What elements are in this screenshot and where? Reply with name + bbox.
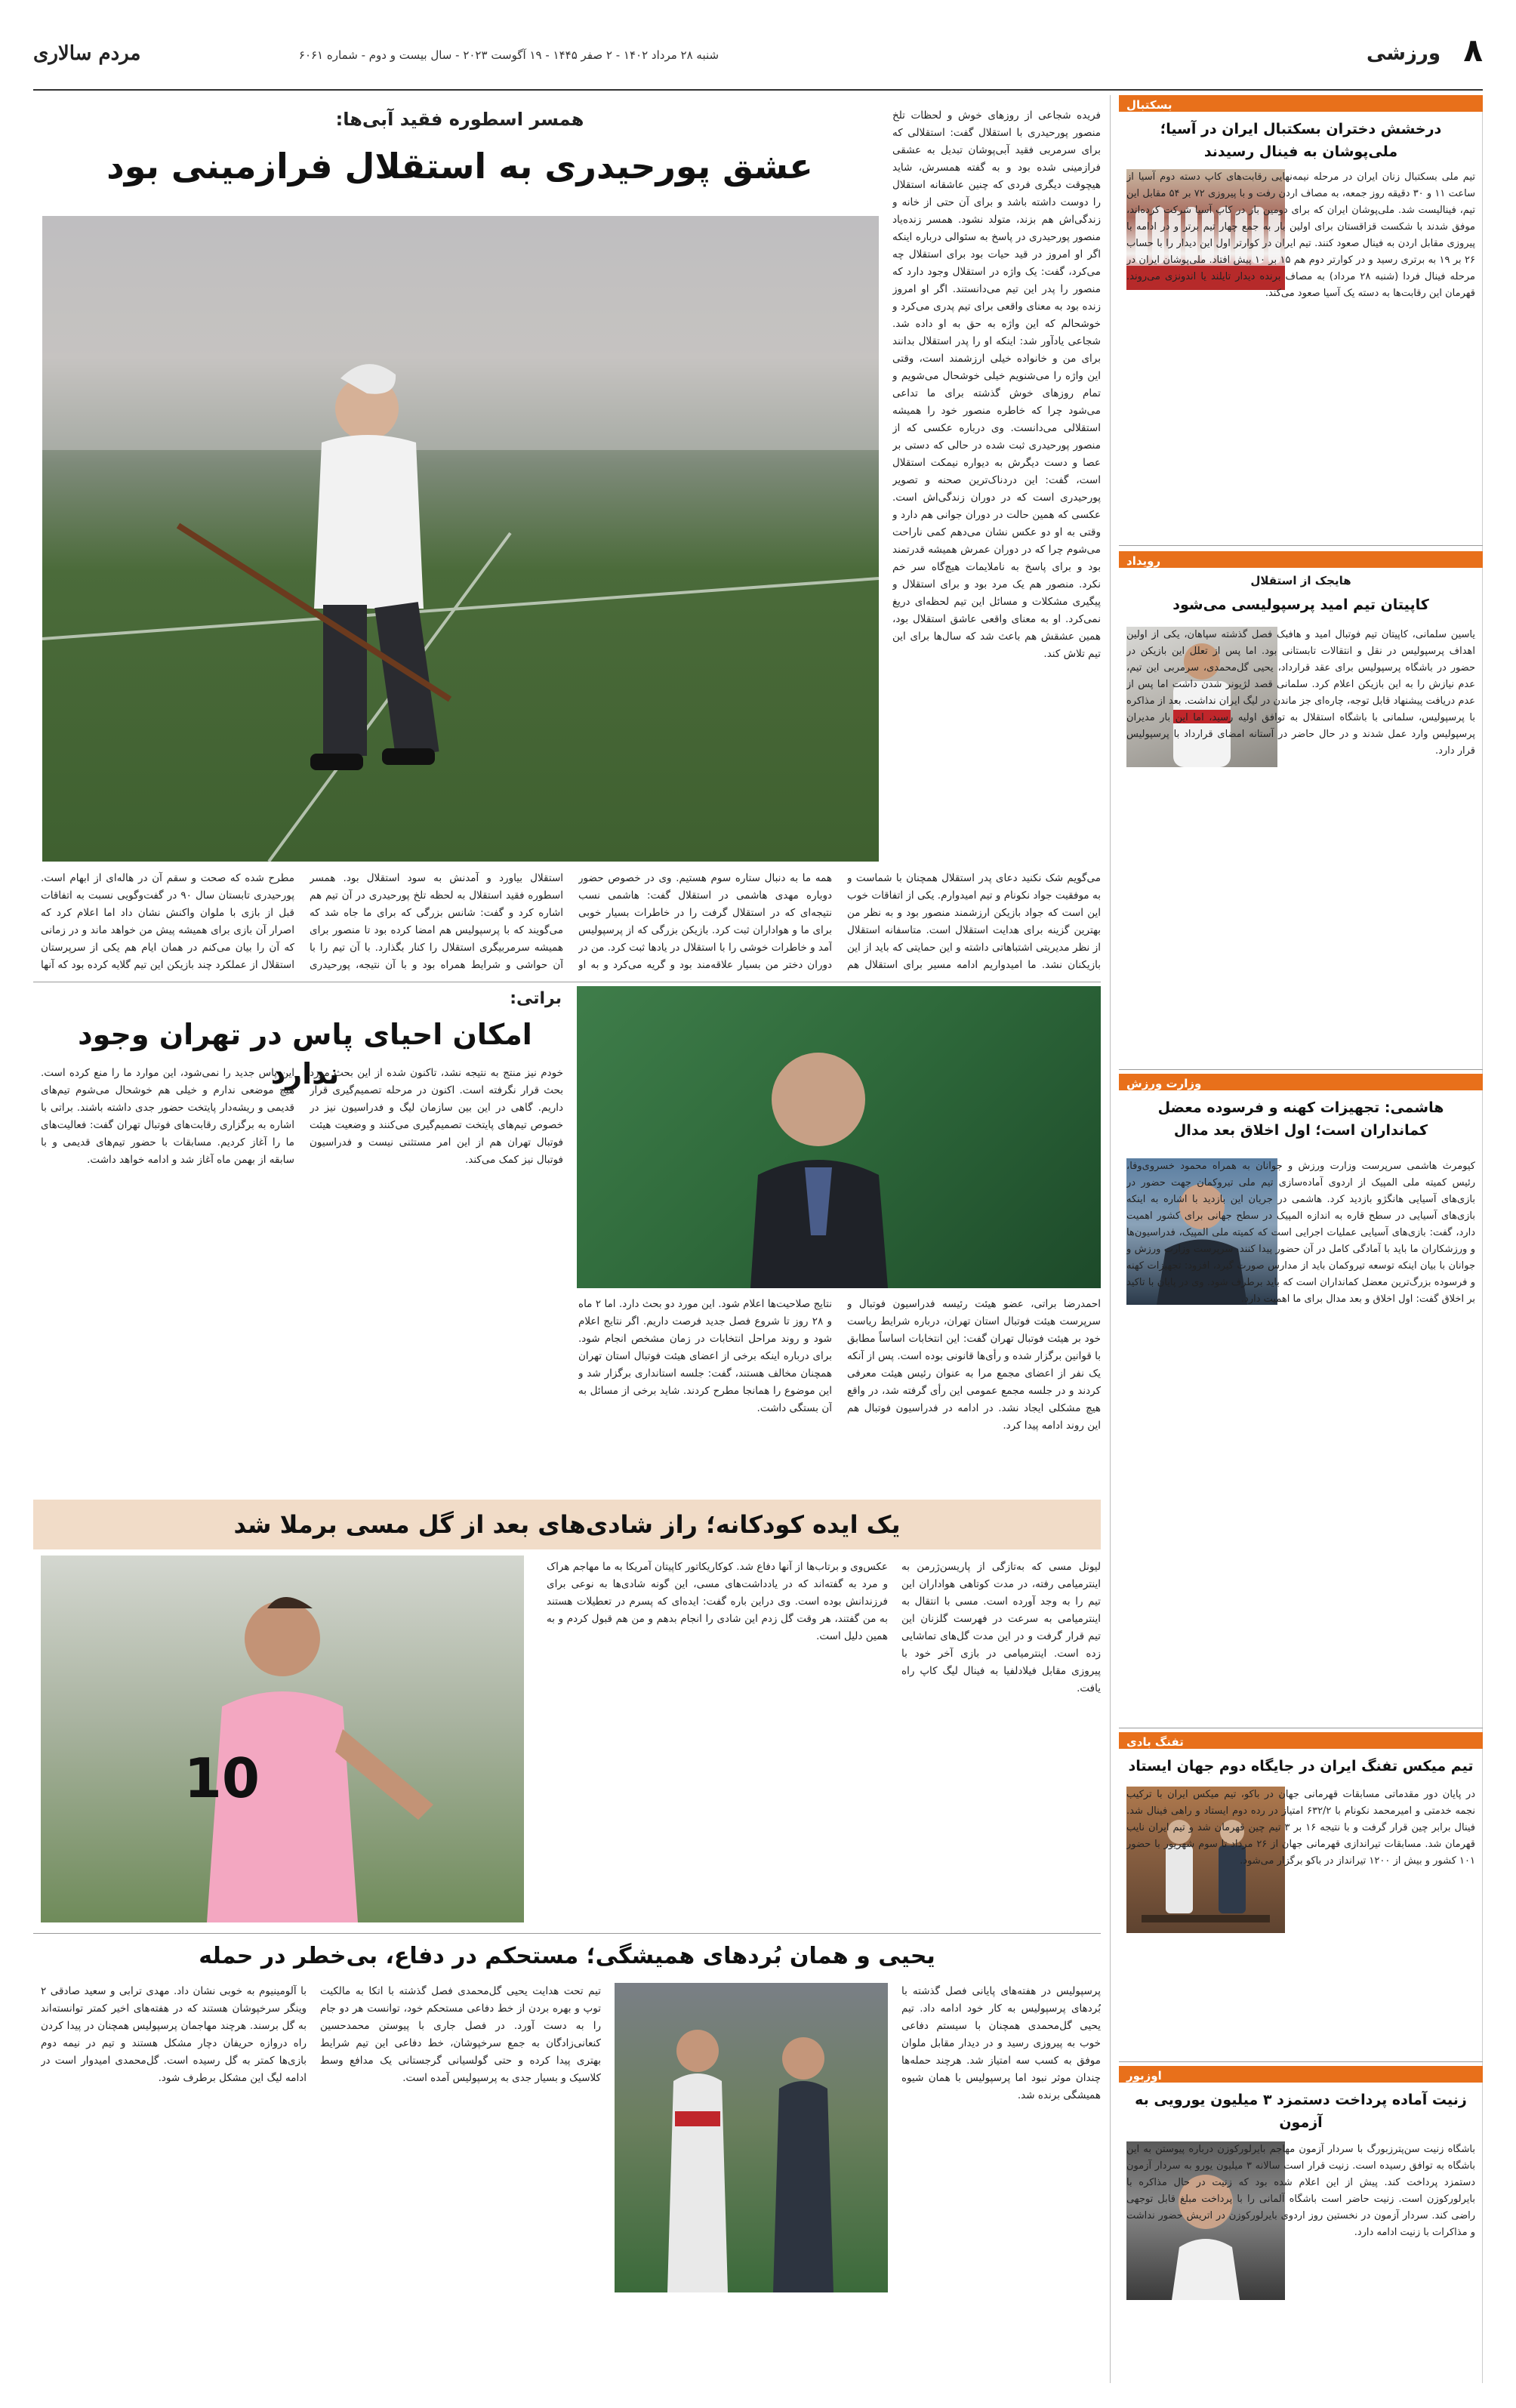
pass-col-b: نتایج صلاحیت‌ها اعلام شود. این مورد دو بحث دارد. اما ۲ ماه و ۲۸ روز تا شروع فصل جدید فرصت داریم. اگر نتایج اعلام شود و روند مراحل انتخابات در زمان مشخص انجام شود. برای درباره اینکه برخی از اعضای هیئت فوتبال استان تهران همچنان مخالف هستند، گفت: جلسه استانداری برگزار شد و این موضوع را همانجا مطرح کردند. شاید برخی از مسائل به آن بستگی داشت. xyxy=(578,1298,832,1414)
sidebar-shooting xyxy=(1119,1732,1483,2057)
section-tag: رویداد xyxy=(1119,551,1483,568)
pass-title: امکان احیای پاس در تهران وجود ندارد xyxy=(78,1018,532,1090)
pass-col-d: این پاس جدید را نمی‌شود، این موارد ما را منع کرده است. هیچ موضعی ندارم و خیلی هم خوشحال می‌شوم تیم‌های قدیمی و ریشه‌دار پایتخت حضور جدی داشته باشند. براتی با اشاره به برگزاری رقابت‌های فوتبال تهران گفت: فعالیت‌های ما را آغاز کردیم. مسابقات با حضور تیم‌های قدیمی و با سابقه از بهمن ماه آغاز شد و ادامه خواهد داشت. xyxy=(41,1067,294,1166)
section-tag: وزارت ورزش xyxy=(1119,1074,1483,1090)
masthead-section: ورزشی xyxy=(1367,42,1441,65)
messi-photo xyxy=(41,1555,524,1922)
article-body: تیم ملی بسکتبال زنان ایران در مرحله نیمه‌نهایی رقابت‌های کاپ دسته دوم آسیا از ساعت ۱۱ و ۳۰ دقیقه روز جمعه، به مصاف اردن رفت و با پیروزی ۷۲ بر ۵۴ مقابل این تیم، فینالیست شد. ملی‌پوشان ایران که برای دومین بار در کاپ آسیا شرکت کرده‌اند، موفق شدند با شکست قزاقستان برای اولین بار به جمع چهار تیم برتر و در ادامه با پیروزی مقابل اردن به فینال صعود کنند. تیم ایران در کوارتر اول این دیدار را با حساب ۲۶ بر ۱۹ به برتری رسید و در کوارتر دوم هم ۱۵ بر ۱۰ پیش افتاد. ملی‌پوشان ایران در مرحله فینال فردا (شنبه ۲۸ مرداد) به مصاف برنده دیدار تایلند یا اندونزی می‌روند. قهرمان این رقابت‌ها به دسته یک آسیا صعود می‌کند. xyxy=(1126,171,1475,299)
messi-figure xyxy=(41,1555,524,1922)
article-title: کاپیتان تیم امید پرسپولیسی می‌شود xyxy=(1172,597,1429,613)
yahya-story xyxy=(33,1938,1101,2383)
svg-text:10: 10 xyxy=(183,1747,260,1810)
masthead-date: شنبه ۲۸ مرداد ۱۴۰۲ - ۲ صفر ۱۴۴۵ - ۱۹ آگوست ۲۰۲۳ - سال بیست و دوم - شماره ۶۰۶۱ xyxy=(298,48,719,62)
masthead-rule xyxy=(33,89,1483,91)
article-body: یاسین سلمانی، کاپیتان تیم فوتبال امید و هافبک فصل گذشته سپاهان، یکی از اولین اهداف پرسپولیس در نقل و انتقالات تابستانی بود. اما پس از تعلل این بازیکن در حضور در باشگاه پرسپولیس برای عقد قرارداد، یحیی گل‌محمدی، سرمربی این تیم، عدم نیازش را به این بازیکن اعلام کرد. سلمانی قصد لژیونر شدن داشت اما پس از عدم دریافت پیشنهاد قابل توجه، چاره‌ای جز ماندن در لیگ ایران نداشت. بعد از مذاکره با پرسپولیس، سلمانی با باشگاه استقلال به توافق اولیه رسید، اما این بار مدیران پرسپولیس وارد عمل شدند و در حال حاضر در آستانه امضای قرارداد با پرسپولیس قرار دارد. xyxy=(1126,629,1475,757)
article-title: تیم میکس تفنگ ایران در جایگاه دوم جهان ایستاد xyxy=(1128,1758,1474,1774)
sidebar xyxy=(1119,95,1483,2383)
section-tag: تفنگ بادی xyxy=(1119,1732,1483,1749)
pourheydari-photo xyxy=(42,216,879,862)
page-number: ۸ xyxy=(1463,32,1483,69)
article-kicker: هایجک از استقلال xyxy=(1250,574,1351,587)
messi-col-a: لیونل مسی که به‌تازگی از پاریسن‌ژرمن به اینترمیامی رفته، در مدت کوتاهی هواداران این تیم را به وجد آورده است. مسی با انتقال به اینترمیامی به سرعت در فهرست گلزنان این تیم قرار گرفت و در این مدت گل‌های تماشایی زده است. اینترمیامی در بازی آخر خود با پیروزی مقابل فیلادلفیا به فینال لیگ کاپ راه یافت. xyxy=(901,1561,1101,1694)
lead-kicker: همسر اسطوره فقید آبی‌ها: xyxy=(335,109,584,130)
sidebar-divider xyxy=(1119,545,1483,546)
lead-col-b: همه ما به دنبال ستاره سوم هستیم. وی در خصوص حضور دوباره مهدی هاشمی در استقلال گفت: هاشمی نسب نتیجه‌ای که در استقلال گرفت را در خاطرات بسیار خوبی برای ما و هواداران ثبت کرد. بازیکن بزرگی که از پرسپولیس آمد و خاطرات خوشی را با استقلال در یادها ثبت کرد. من در دوران دختر من بسیار علاقه‌مند بود و گریه می‌کرد و به او xyxy=(578,872,832,971)
yahya-photo xyxy=(615,1983,888,2292)
sidebar-azmoun xyxy=(1119,2066,1483,2383)
pass-col-a: احمدرضا براتی، عضو هیئت رئیسه فدراسیون فوتبال و سرپرست هیئت فوتبال استان تهران، درباره شرایط ریاست خود بر هیئت فوتبال تهران گفت: این انتخابات اساساً مطابق با قوانین برگزار شده و رأی‌ها قانونی بوده است. پس از آنکه یک نفر از اعضای مجمع مرا به عنوان رئیس هیئت معرفی کردند و در جلسه مجمع عمومی این رأی گرفته شد، در واقع هیچ مشکلی ایجاد نشد. در ادامه در فدراسیون فوتبال هم این روند ادامه پیدا کرد. xyxy=(847,1298,1101,1432)
article-body: باشگاه زنیت سن‌پترزبورگ با سردار آزمون مهاجم بایرلورکوزن درباره پیوستن به این باشگاه به توافق رسیده است. زنیت قرار است سالانه ۳ میلیون یورو به سردار آزمون دستمزد پرداخت کند. پیش از این اعلام شده بود که زنیت در حال مذاکره با بایرلورکوزن است. زنیت حاضر است باشگاه آلمانی را با پرداخت مبلغ قابل توجهی راضی کند. سردار آزمون در نخستین روز اردوی بایرلورکوزن در اتریش حضور نداشت و مذاکرات با زنیت ادامه دارد. xyxy=(1126,2144,1475,2238)
article-body: در پایان دور مقدماتی مسابقات قهرمانی جهان در باکو، تیم میکس ایران با ترکیب نجمه خدمتی و امیرمحمد نکونام با ۶۳۲/۲ امتیاز در رده دوم ایستاد و راهی فینال شد. فینال برابر چین قرار گرفت و با نتیجه ۱۶ بر ۳ تیم چین قهرمان شد و تیم ایران نایب قهرمان شد. مسابقات تیراندازی قهرمانی جهان از ۲۶ مرداد تا سوم شهریور با حضور ۱۰۱ کشور و بیش از ۱۲۰۰ تیرانداز در باکو برگزار می‌شود. xyxy=(1126,1789,1475,1867)
column-divider xyxy=(1110,95,1111,2383)
sidebar-divider xyxy=(1119,1069,1483,1070)
sidebar-basketball xyxy=(1119,95,1483,541)
lead-col-c: استقلال بیاورد و آمدنش به سود استقلال بود. همسر اسطوره فقید استقلال به لحظه تلخ پورحیدری در آن تیم هم اشاره کرد و گفت: شانس بزرگی که برای ما جاه شد که می‌گویند که با پرسپولیس هم امضا کرده بود تا منصور برای همیشه سرمربیگری استقلال را کنار بگذارد. با آن تیم را با آن حواشی و شرایط همراه بود و با آن نتیجه، پورحیدری xyxy=(310,872,563,971)
article-title: زنیت آماده پرداخت دستمزد ۳ میلیون یورویی به آزمون xyxy=(1135,2092,1467,2131)
yahya-title: یحیی و همان بُردهای همیشگی؛ مستحکم در دفاع، بی‌خطر در حمله xyxy=(199,1943,935,1969)
sidebar-divider xyxy=(1119,2061,1483,2062)
lead-body-right: فریده شجاعی از روزهای خوش و لحظات تلخ منصور پورحیدری با استقلال گفت: استقلالی که برای سرمربی فقید آبی‌پوشان تبدیل به عشقی فرازمینی شده بود و به گفته همسرش، شاید هیچوقت دیگری فردی که چنین عاشقانه استقلال را دوست داشته باشد و برای آن حتی از خانه و زندگی‌اش هم بزند، متولد نشود. همسر زنده‌یاد منصور پورحیدری در پاسخ به سئوالی درباره اینکه اگر او امروز در قید حیات بود برای استقلال چه می‌کرد، گفت: یک واژه در استقلال وجود دارد که منصور را پدر این تیم می‌دانستند. اگر او امروز زنده بود به معنای واقعی برای تیم پدری می‌کرد و خوشحالم که این واژه به حق به او داده شد. شجاعی یادآور شد: اینکه او را پدر استقلال بدانند برای من و خانواده خیلی ارزشمند است، وقتی این واژه را می‌شنویم خیلی خوشحال می‌شویم و تمام روزهای خوش گذشته برای ما تداعی می‌شود چرا که خاطره منصور خود را همیشه استقلالی می‌دانست. وی درباره عکسی که از منصور پورحیدری ثبت شده در حالی که دستی بر عصا و دست دیگرش به دیواره نیمکت استقلال است، گفت: این دردناک‌ترین صحنه و تصویر پورحیدری است که در دوران زندگی‌اش است. عکسی که همین حالت در دوران جوانی هم دارد و وقتی به او دو عکس نشان می‌دهم کمی ناراحت می‌شوم چرا که در دوران عمرش همیشه قدرتمند بود و برای پاسخ به ناملایمات هیچ‌گاه سر خم نکرد. منصور هم یک مرد بود و برای استقلال و پیگیری مشکلات و مسائل این تیم لحظه‌ای دریغ نمی‌کرد. او به معنای واقعی عاشق استقلال بود، همین عشقش هم باعث شد که سال‌ها برای این تیم تلاش کند. xyxy=(892,109,1101,660)
sidebar-transfer xyxy=(1119,551,1483,1065)
lead-col-d: مطرح شده که صحت و سقم آن در هاله‌ای از ابهام است. پورحیدری تابستان سال ۹۰ در گفت‌وگویی نسبت به اتفاقات قبل از بازی با ملوان واکنش نشان داد اما اعلام کرد که اصرار آن بازی برای همیشه پیش من خواهد ماند و در زمانی که آن را بیان می‌کنم در همان ایام هم یکی از سرپرستان استقلال از عملکرد چند بازیکن این تیم گلایه کرده بود که آنها xyxy=(41,872,294,971)
article-body: کیومرث هاشمی سرپرست وزارت ورزش و جوانان به همراه محمود خسروی‌وفا، رئیس کمیته ملی المپیک از اردوی آماده‌سازی تیم ملی تیروکمان جهت حضور در بازی‌های آسیایی هانگژو بازدید کرد. هاشمی در جریان این بازدید با اشاره به اینکه بازی‌های آسیایی در سطح قاره به اندازه المپیک در سطح جهانی برای کشور اهمیت دارد، گفت: بازی‌های آسیایی عملیات اجرایی است که کمیته ملی المپیک، فدراسیون‌ها و ورزشکاران ما باید با آمادگی کامل در آن حضور پیدا کنند. سرپرست وزارت ورزش و جوانان با بیان اینکه توسعه تیروکمان باید از مدارس صورت گیرد، افزود: تجهیزات کهنه و فرسوده بزرگ‌ترین معضل کمانداران است که باید برطرف شود. وی در پایان با تاکید بر اخلاق گفت: اول اخلاق و بعد مدال برای ما اهمیت دارد. xyxy=(1126,1161,1475,1305)
masthead-logo: مردم سالاری xyxy=(33,42,141,65)
pourheydari-scene xyxy=(42,216,879,862)
yahya-figures xyxy=(615,1983,888,2292)
article-title: هاشمی: تجهیزات کهنه و فرسوده معضل کمانداران است؛ اول اخلاق بعد مدال xyxy=(1157,1099,1444,1139)
section-divider xyxy=(33,1933,1101,1934)
barati-photo xyxy=(577,986,1101,1288)
section-tag: بسکتبال xyxy=(1119,95,1483,112)
yahya-col-a: پرسپولیس در هفته‌های پایانی فصل گذشته با بُردهای پرسپولیس به کار خود ادامه داد. تیم یحیی گل‌محمدی همچنان با سیستم دفاعی خوب به پیروزی رسید و در دیدار مقابل ملوان موفق به کسب سه امتیاز شد. هرچند حمله‌ها چندان موثر نبود اما پرسپولیس با همان شیوه همیشگی برنده شد. xyxy=(901,1985,1101,2101)
pass-kicker: براتی: xyxy=(510,989,562,1008)
barati-silhouette xyxy=(577,986,1101,1288)
messi-story xyxy=(33,1500,1101,1930)
masthead xyxy=(33,26,1483,92)
yahya-col-b: تیم تحت هدایت یحیی گل‌محمدی فصل گذشته با اتکا به مالکیت توپ و بهره بردن از خط دفاعی مستحکم خود، توانست هر دو جام را به دست آورد. در فصل جاری با پیوستن محمدحسین کنعانی‌زادگان به جمع سرخپوشان، خط دفاعی این تیم شرایط بهتری پیدا کرده و حتی گولسیانی گرجستانی یک مدافع وسط کلاسیک و بسیار جدی به پرسپولیس آمده است. xyxy=(320,1985,601,2084)
article-title: درخشش دختران بسکتبال ایران در آسیا؛ ملی‌پوشان به فینال رسیدند xyxy=(1160,121,1442,160)
section-tag: اوزبور xyxy=(1119,2066,1483,2083)
lead-col-a: می‌گویم شک نکنید دعای پدر استقلال همچنان با شماست و به موفقیت جواد نکونام و تیم امیدوارم. یکی از اتفاقات خوب این است که جواد بازیکن ارزشمند منصور بود و به نظر من بهترین گزینه برای هدایت استقلال است. متاسفانه استقلال از نظر مدیریتی اشتباهاتی داشته و این حمایتی که باید از این بازیکنان نشد. ما امیدواریم ادامه مسیر برای استقلال هم xyxy=(847,872,1101,971)
yahya-col-c: با آلومینیوم به خوبی نشان داد. مهدی ترابی و سعید صادقی ۲ وینگر سرخپوشان هستند که در هفته‌های اخیر کمتر توانسته‌اند به گل برسند. هرچند مهاجمان پرسپولیس همچنان در پیدا کردن راه دروازه حریفان دچار مشکل هستند و تیم در نیمه دوم بازی‌ها کمتر به گل رسیده است. گل‌محمدی امیدوار است در ادامه لیگ این مشکل برطرف شود. xyxy=(41,1985,307,2084)
pass-col-c: خودم نیز منتج به نتیجه نشد، تاکنون شده از این بحث مورد بحث قرار نگرفته است. اکنون در مرحله تصمیم‌گیری قرار داریم. گاهی در این بین سازمان لیگ و فدراسیون نیز در خصوص تیم‌های پایتخت تصمیم‌گیری می‌کنند و وضعیت هیئت فوتبال تهران هم از این امر مستثنی نیست و فدراسیون فوتبال نیز کمک می‌کند. xyxy=(310,1067,563,1166)
messi-title: یک ایده کودکانه؛ راز شادی‌های بعد از گل مسی برملا شد xyxy=(233,1510,901,1539)
lead-story xyxy=(33,95,1101,979)
messi-col-b: عکس‌وی و برتاب‌ها از آنها دفاع شد. کوکاریکاتور کاپیتان آمریکا به ما مهاجم هراک و مرد به گفته‌اند که در یادداشت‌های مسی، این گونه شادی‌ها به نوعی برای فرزندانش بوده است. وی دراین باره گفت: ایده‌ای که پسرم در تعطیلات هستند به من گفتند، هر وقت گل زدم این شادی را انجام بدهم و من هم قبول کردم و به همین دلیل است. xyxy=(547,1561,888,1642)
sidebar-ministry xyxy=(1119,1074,1483,1723)
pass-story xyxy=(33,985,1101,1495)
lead-title: عشق پورحیدری به استقلال فرازمینی بود xyxy=(106,146,813,187)
